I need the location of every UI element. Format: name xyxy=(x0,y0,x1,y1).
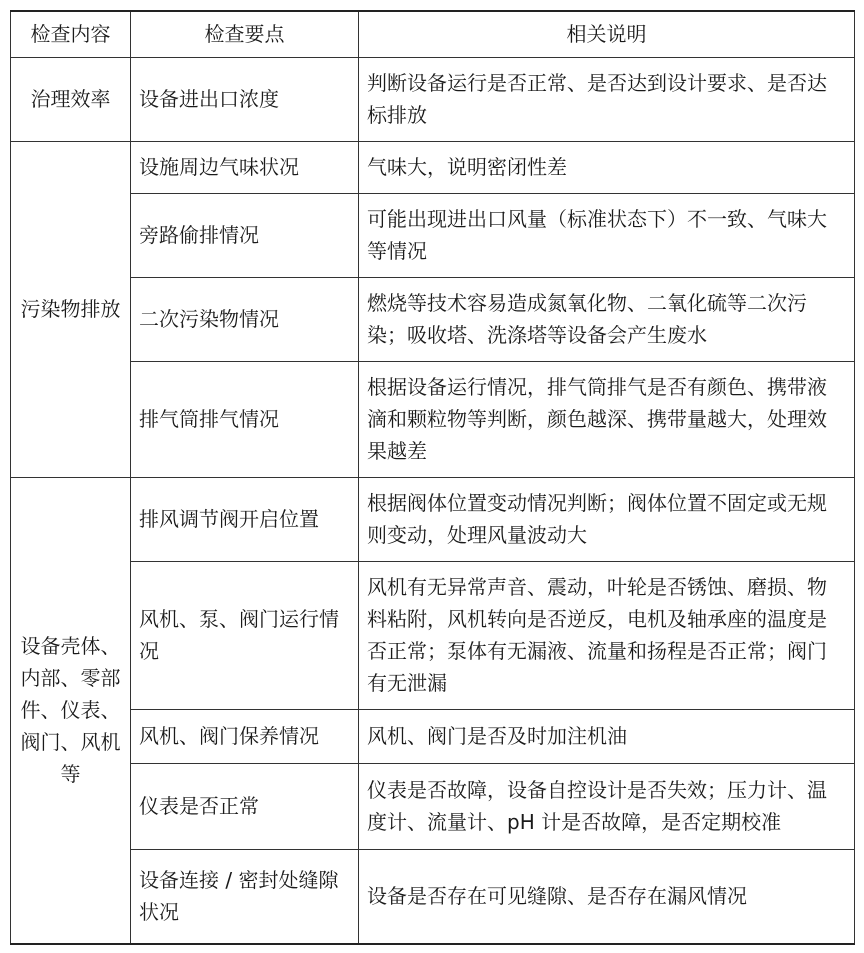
note-cell: 风机有无异常声音、震动，叶轮是否锈蚀、磨损、物料粘附，风机转向是否逆反，电机及轴承座的温度是否正常；泵体有无漏液、流量和扬程是否正常；阀门有无泄漏 xyxy=(359,561,855,709)
note-cell: 判断设备运行是否正常、是否达到设计要求、是否达标排放 xyxy=(359,57,855,141)
table-row xyxy=(11,57,855,141)
note-cell: 风机、阀门是否及时加注机油 xyxy=(359,709,855,763)
point-cell: 旁路偷排情况 xyxy=(131,193,359,277)
table-row xyxy=(11,193,855,277)
point-cell: 排风调节阀开启位置 xyxy=(131,477,359,561)
point-cell: 风机、阀门保养情况 xyxy=(131,709,359,763)
inspection-table xyxy=(10,10,855,945)
note-cell: 可能出现进出口风量（标准状态下）不一致、气味大等情况 xyxy=(359,193,855,277)
table-row xyxy=(11,141,855,193)
table-row xyxy=(11,849,855,944)
category-cell: 污染物排放 xyxy=(11,141,131,477)
note-cell: 根据阀体位置变动情况判断；阀体位置不固定或无规则变动，处理风量波动大 xyxy=(359,477,855,561)
category-cell: 设备壳体、内部、零部件、仪表、阀门、风机等 xyxy=(11,477,131,944)
table-row xyxy=(11,277,855,361)
note-cell: 设备是否存在可见缝隙、是否存在漏风情况 xyxy=(359,849,855,944)
note-cell: 气味大，说明密闭性差 xyxy=(359,141,855,193)
point-cell: 风机、泵、阀门运行情况 xyxy=(131,561,359,709)
header-inspection-content: 检查内容 xyxy=(11,11,131,57)
point-cell: 设备连接 / 密封处缝隙状况 xyxy=(131,849,359,944)
table-header-row xyxy=(11,11,855,57)
table-row xyxy=(11,561,855,709)
note-cell: 仪表是否故障，设备自控设计是否失效；压力计、温度计、流量计、pH 计是否故障，是否定期校准 xyxy=(359,763,855,849)
table-row xyxy=(11,763,855,849)
point-cell: 排气筒排气情况 xyxy=(131,361,359,477)
table-row xyxy=(11,477,855,561)
point-cell: 设备进出口浓度 xyxy=(131,57,359,141)
header-inspection-points: 检查要点 xyxy=(131,11,359,57)
table-row xyxy=(11,361,855,477)
table-row xyxy=(11,709,855,763)
note-cell: 根据设备运行情况，排气筒排气是否有颜色、携带液滴和颗粒物等判断，颜色越深、携带量越大，处理效果越差 xyxy=(359,361,855,477)
category-cell: 治理效率 xyxy=(11,57,131,141)
point-cell: 二次污染物情况 xyxy=(131,277,359,361)
point-cell: 仪表是否正常 xyxy=(131,763,359,849)
header-notes: 相关说明 xyxy=(359,11,855,57)
note-cell: 燃烧等技术容易造成氮氧化物、二氧化硫等二次污染；吸收塔、洗涤塔等设备会产生废水 xyxy=(359,277,855,361)
point-cell: 设施周边气味状况 xyxy=(131,141,359,193)
